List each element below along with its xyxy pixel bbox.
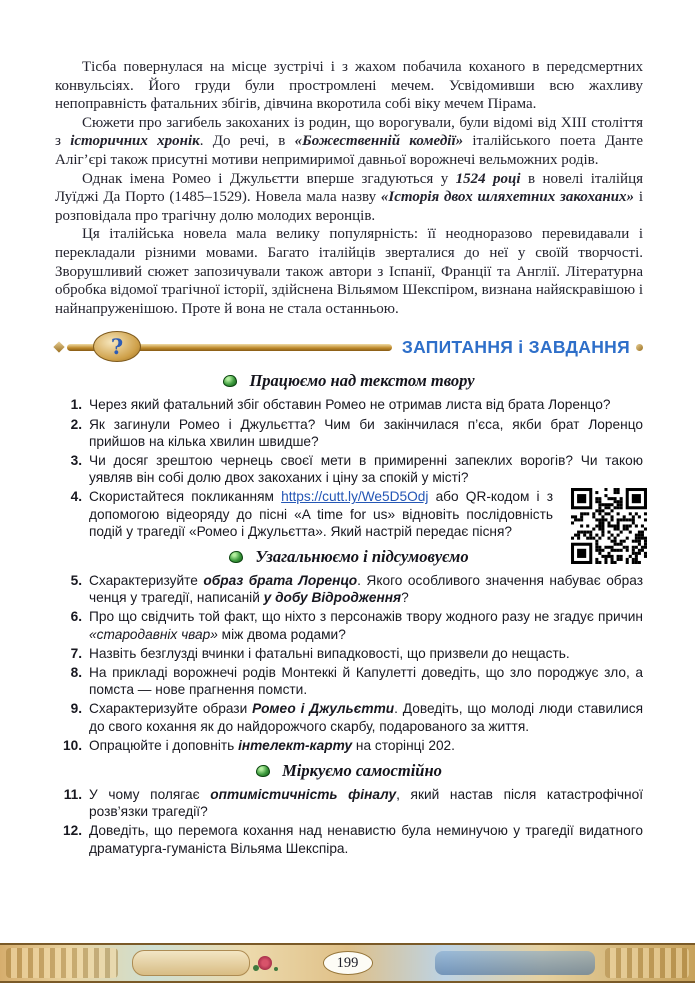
page-footer: [0, 943, 695, 983]
question-text: Через який фатальний збіг обставин Ромео не отримав листа від брата Лоренцо?: [89, 397, 611, 413]
question-list-thinking: [55, 786, 643, 857]
page-number-badge: [323, 951, 373, 975]
questions-banner: [55, 330, 643, 364]
question-item: [55, 737, 643, 754]
question-number: 10.: [62, 737, 82, 753]
section-heading-thinking: [55, 761, 643, 781]
question-text: У чому полягає оптимістичність фіналу, який настав після катастрофічної розв’язки трагедії?: [89, 786, 643, 820]
columns-ornament-icon: [605, 948, 689, 978]
emphasis-text: 1524 році: [455, 170, 521, 187]
paragraph-1: [55, 58, 643, 114]
columns-ornament-icon: [6, 948, 118, 978]
video-link[interactable]: https://cutt.ly/We5D5Odj: [281, 489, 429, 505]
question-text: Схарактеризуйте образи Ромео і Джульєтти. Доведіть, що молоді люди ставилися до свого кохання як до найдорожчого скарбу, подарованого за життя.: [89, 701, 643, 734]
paragraph-2: Сюжети про загибель закоханих із родин, що ворогували, були відомі від XIII століття з історичних хронік. До речі, в «Божественній комедії» італійського поета Данте Аліг’єрі також присутні мотиви непримиримої давньої ворожнечі вельможних родів.: [55, 114, 643, 168]
page-number: 199: [336, 954, 359, 971]
question-text: Доведіть, що перемога кохання над ненавистю була неминучою у трагедії видатного драматурга-гуманіста Вільяма Шекспіра.: [89, 823, 643, 856]
question-item: [55, 700, 643, 734]
narrative-text: [55, 58, 643, 318]
question-number: 5.: [70, 572, 82, 588]
italic-text: «стародавніх чвар»: [89, 626, 218, 642]
question-number: 8.: [70, 664, 82, 680]
paragraph-3: Однак імена Ромео і Джульєтти вперше згадуються у 1524 році в новелі італійця Луїджі Да Порто (1485–1529). Новела мала назву «Історія двох шляхетних закоханих» і розповідала про трагічну долю молодих веронців.: [55, 170, 644, 224]
question-item: [55, 452, 643, 486]
paragraph-text: Тісба повернулася на місце зустрічі і з жахом побачила коханого в передсмертних конвульсіях. Його груди були простромлені мечем. Усвідомивши всю жахливу непоправність фатальних збігів, дівчина вкоротила собі віку мечем Пірама.: [55, 59, 643, 113]
section-heading-working: [55, 371, 643, 391]
question-text: Назвіть безглузді вчинки і фатальні випадковості, що призвели до нещасть.: [89, 645, 570, 661]
question-number: 1.: [70, 397, 82, 413]
question-number: 7.: [70, 645, 82, 661]
gem-icon: [223, 375, 237, 387]
question-list-summarize: [55, 572, 643, 754]
emphasis-text: образ брата Лоренцо: [203, 572, 358, 588]
question-item: [55, 608, 643, 642]
question-number: 3.: [70, 452, 82, 468]
gem-icon: [256, 765, 270, 777]
gem-icon: [229, 551, 243, 563]
question-text: Опрацюйте і доповніть інтелект-карту на сторінці 202.: [89, 737, 455, 753]
emphasis-text: інтелект-карту: [238, 737, 353, 753]
question-number: 9.: [70, 701, 82, 717]
scroll-ornament-icon: [132, 950, 250, 975]
ship-icon: [435, 951, 595, 974]
section-title: Узагальнюємо і підсумовуємо: [255, 546, 469, 566]
emphasis-text: Ромео і Джульєтти: [252, 701, 395, 717]
question-item: [55, 645, 643, 662]
question-text: Схарактеризуйте образ брата Лоренцо. Якого особливого значення набуває образ ченця у трагедії, написаній у добу Відродження?: [89, 572, 643, 606]
section-title: Працюємо над текстом твору: [249, 371, 475, 391]
banner-title: ЗАПИТАННЯ і ЗАВДАННЯ: [401, 336, 630, 357]
emphasis-text: історичних хронік: [70, 133, 200, 150]
question-item: [55, 572, 643, 606]
question-item: [55, 786, 643, 820]
dot-icon: [636, 344, 643, 351]
emphasis-text: оптимістичність фіналу: [210, 786, 397, 802]
question-text: Про що свідчить той факт, що ніхто з персонажів твору жодного разу не згадує причин «стародавніх чвар» між двома родами?: [89, 609, 643, 642]
question-list-working: [55, 396, 643, 540]
emphasis-text: «Історія двох шляхетних закоханих»: [380, 189, 635, 206]
emphasis-text: у добу Відродження: [263, 590, 402, 606]
question-text: Як загинули Ромео і Джульєтта? Чим би закінчилася п’єса, якби брат Лоренцо прийшов на кілька хвилин швидше?: [89, 416, 643, 449]
question-number: 2.: [70, 416, 82, 432]
section-heading-summarize: [55, 547, 643, 567]
rose-icon: [258, 956, 272, 970]
question-item: [55, 396, 643, 413]
paragraph-4: Ця італійська новела мала велику популярність: її неодноразово перевидавали і перекладали різними мовами. Багато італійців зверталися до неї у своїй творчості. Зворушливий сюжет запозичували також автори з Іспанії, Франції та Англії. Літературна обробка відомої трагічної історії, здійснена Вільямом Шекспіром, визнана найяскравішою і найнапруженішою. Проте й вона не стала останньою.: [55, 226, 643, 317]
diamond-icon: [53, 342, 64, 353]
question-number: 11.: [63, 786, 82, 802]
question-number: 4.: [70, 489, 82, 505]
emphasis-text: «Божественній комедії»: [294, 133, 464, 150]
question-text: Скористайтеся покликанням https://cutt.ly/We5D5Odj або QR-кодом і з допомогою відеоряду до пісні «A time for us» відновіть послідовність подій у трагедії «Ромео і Джульєтта». Який настрій передає пісня?: [89, 489, 553, 539]
question-mark-icon: ?: [93, 331, 141, 362]
banner-rule: [67, 333, 392, 359]
question-text: На прикладі ворожнечі родів Монтеккі й Капулетті доведіть, що зло породжує зло, а помста — нове прагнення помсти.: [89, 664, 643, 698]
qr-code: [571, 488, 647, 564]
question-item: [55, 822, 643, 856]
question-item: [55, 416, 643, 450]
question-item: [55, 664, 643, 698]
section-title: Міркуємо самостійно: [282, 760, 442, 780]
question-text: Чи досяг зрештою чернець своєї мети в примиренні запеклих ворогів? Чи такою уявляв він собі долю двох закоханих і ціну за спокій у місті?: [89, 452, 643, 486]
question-number: 6.: [70, 609, 82, 625]
question-number: 12.: [62, 823, 82, 839]
qr-code-graphic: [571, 488, 647, 564]
question-item: [55, 488, 643, 540]
